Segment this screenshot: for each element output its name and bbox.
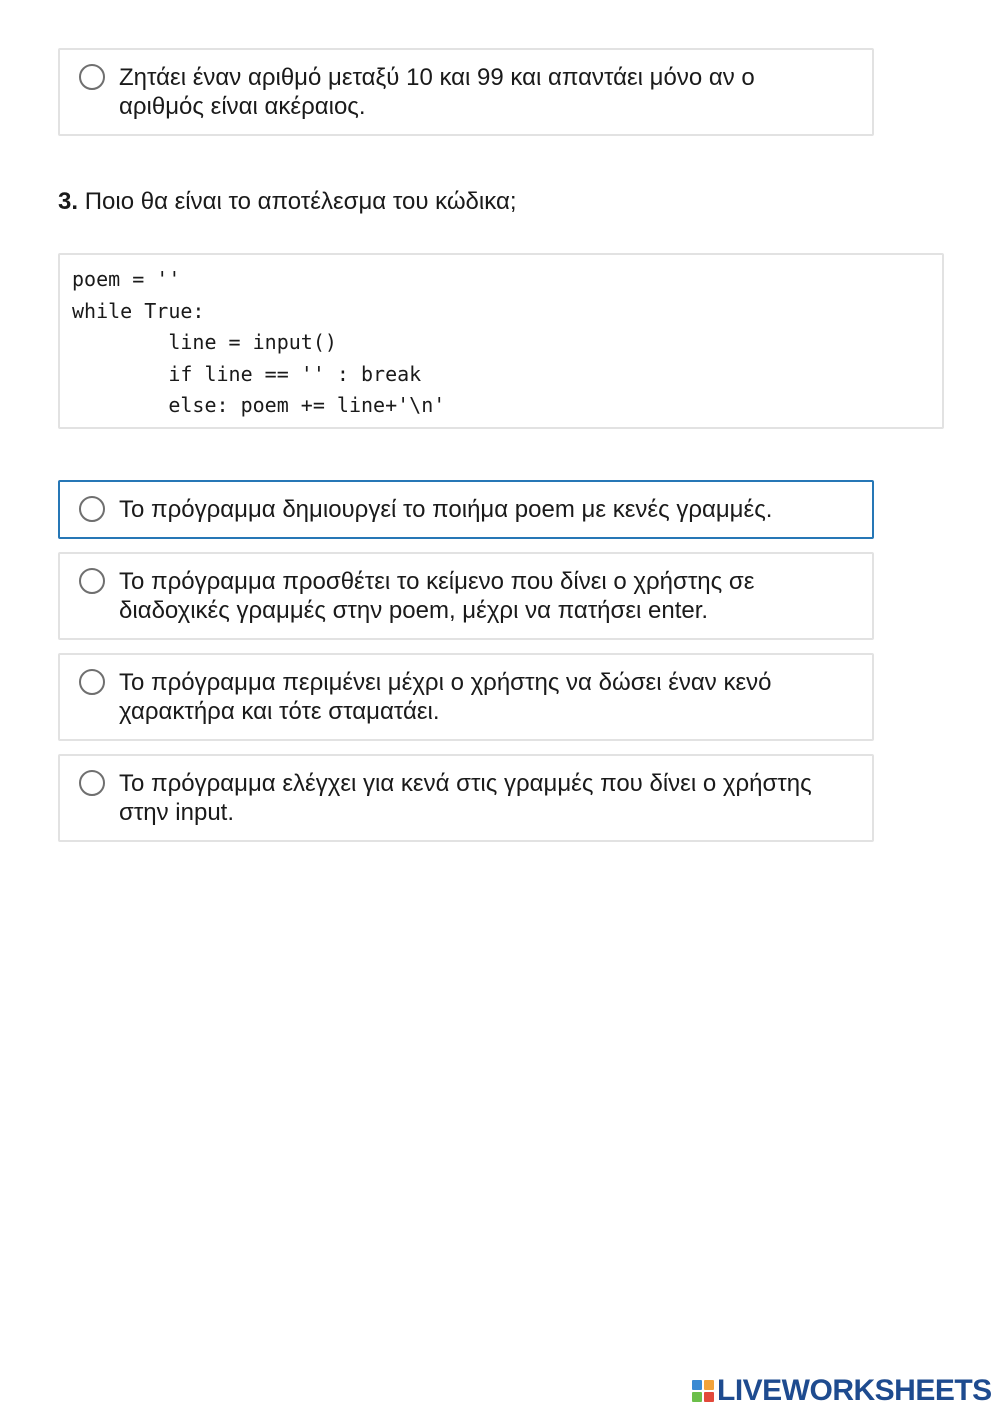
code-line: else: poem += line+'\n' — [72, 393, 446, 418]
option-label: Το πρόγραμμα προσθέτει το κείμενο που δίνει ο χρήστης σε διαδοχικές γραμμές στην poem, μέχρι να πατήσει enter. — [119, 568, 755, 624]
liveworksheets-logo-icon — [692, 1380, 714, 1402]
question-text: Ποιο θα είναι το αποτέλεσμα του κώδικα; — [84, 188, 517, 215]
option-label: Το πρόγραμμα περιμένει μέχρι ο χρήστης να δώσει έναν κενό χαρακτήρα και τότε σταματάει. — [119, 669, 772, 725]
answer-option[interactable] — [58, 48, 874, 136]
answer-option[interactable] — [58, 653, 874, 741]
logo-text: LIVEWORKSHEETS — [717, 1374, 992, 1407]
answer-option-selected[interactable] — [58, 480, 874, 539]
radio-button[interactable] — [79, 770, 105, 796]
radio-button[interactable] — [79, 669, 105, 695]
code-block — [58, 253, 944, 429]
code-line: if line == '' : break — [72, 361, 422, 386]
option-label: Το πρόγραμμα δημιουργεί το ποιήμα poem με κενές γραμμές. — [119, 496, 773, 523]
code-line: poem = '' — [72, 267, 181, 291]
code-line: line = input() — [72, 330, 337, 355]
option-label: Ζητάει έναν αριθμό μεταξύ 10 και 99 και απαντάει μόνο αν ο αριθμός είναι ακέραιος. — [119, 64, 755, 120]
question-number: 3. — [58, 188, 79, 215]
liveworksheets-logo[interactable] — [692, 1376, 992, 1406]
radio-button[interactable] — [79, 64, 105, 90]
answer-option[interactable] — [58, 552, 874, 640]
radio-button[interactable] — [79, 568, 105, 594]
question-title — [58, 187, 517, 217]
code-line: while True: — [72, 298, 205, 323]
option-label: Το πρόγραμμα ελέγχει για κενά στις γραμμές που δίνει ο χρήστης στην input. — [119, 770, 812, 826]
answer-option[interactable] — [58, 754, 874, 842]
radio-button[interactable] — [79, 496, 105, 522]
